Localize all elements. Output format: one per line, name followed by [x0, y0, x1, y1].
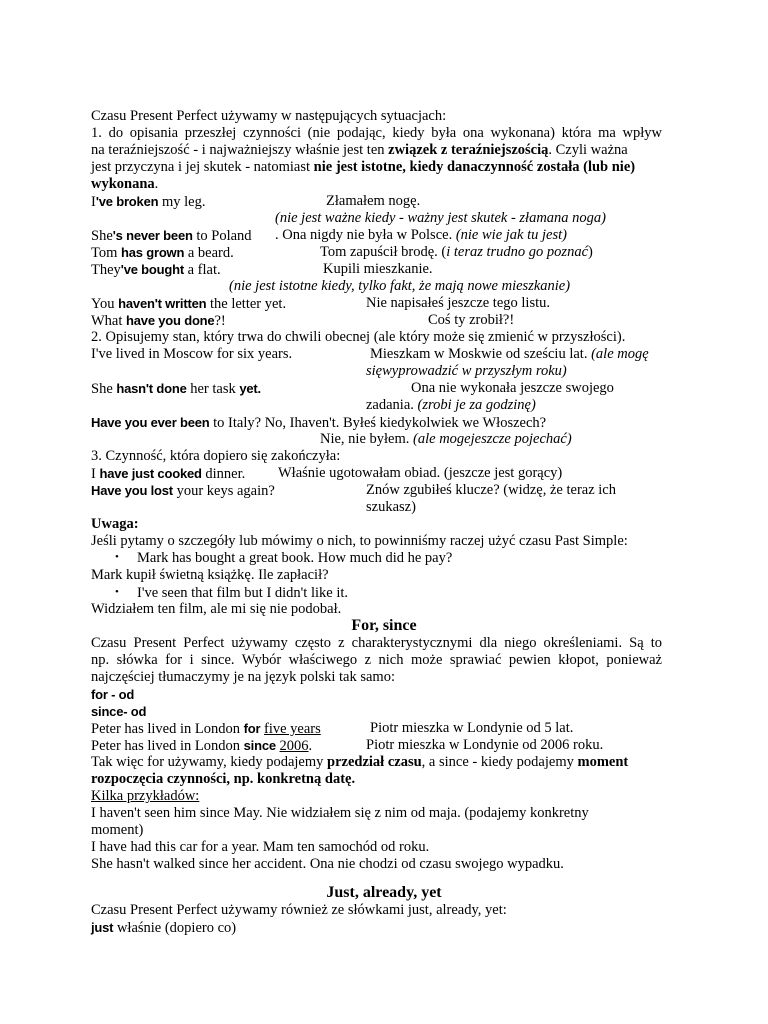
for-od: for - od	[91, 687, 135, 702]
example-italy: Have you ever been to Italy? No, Ihaven't. Byłeś kiedykolwiek we Włoszech?	[91, 415, 547, 431]
example-keys-pl-2: szukasz)	[366, 499, 416, 515]
example-moscow-note: sięwyprowadzić w przyszłym roku)	[366, 363, 567, 379]
example-car: I have had this car for a year. Mam ten samochód od roku.	[91, 839, 430, 855]
for-since-line-2: np. słówka for i since. Wybór właściwego z nich może sprawiać pewien kłopot, ponieważ	[91, 652, 662, 668]
point-3-line: 3. Czynność, która dopiero się zakończyła:	[91, 448, 341, 464]
examples-title: Kilka przykładów:	[91, 788, 200, 804]
bullet-icon: •	[115, 586, 119, 598]
uwaga-line-1: Jeśli pytamy o szczegóły lub mówimy o nich, to powinniśmy raczej użyć czasu Past Simple:	[91, 533, 628, 549]
example-task-pl: Ona nie wykonała jeszcze swojego	[411, 380, 614, 396]
example-since: Peter has lived in London since 2006.	[91, 738, 313, 754]
example-may-2: moment)	[91, 822, 144, 838]
example-never-been-pl: . Ona nigdy nie była w Polsce. (nie wie jak tu jest)	[275, 227, 567, 243]
point-2-line: 2. Opisujemy stan, który trwa do chwili obecnej (ale który może się zmienić w przyszłości).	[91, 329, 626, 345]
example-grown-beard: Tom has grown a beard.	[91, 245, 234, 261]
intro-line-5: wykonana.	[91, 176, 159, 192]
for-since-line-3: najczęściej tłumaczymy je na język polski tak samo:	[91, 669, 395, 685]
example-broken-leg-note: (nie jest ważne kiedy - ważny jest skutek - złamana noga)	[275, 210, 607, 226]
heading-just-already-yet: Just, already, yet	[326, 884, 442, 901]
for-since-line-1: Czasu Present Perfect używamy często z charakterystycznymi dla niego określeniami. Są to	[91, 635, 662, 651]
example-what-done-pl: Coś ty zrobił?!	[428, 312, 515, 328]
example-moscow-pl: Mieszkam w Moskwie od sześciu lat. (ale mogę	[370, 346, 649, 362]
for-since-rule-1: Tak więc for używamy, kiedy podajemy przedział czasu, a since - kiedy podajemy moment	[91, 754, 629, 770]
example-keys: Have you lost your keys again?	[91, 483, 275, 499]
heading-for-since: For, since	[351, 617, 417, 634]
example-cooked: I have just cooked dinner.	[91, 466, 246, 482]
uwaga-line-2: Mark kupił świetną książkę. Ile zapłacił?	[91, 567, 329, 583]
example-bought-flat-pl: Kupili mieszkanie.	[323, 261, 433, 277]
example-task: She hasn't done her task yet.	[91, 381, 261, 397]
example-keys-pl: Znów zgubiłeś klucze? (widzę, że teraz ich	[366, 482, 616, 498]
example-accident: She hasn't walked since her accident. Ona nie chodzi od czasu swojego wypadku.	[91, 856, 564, 872]
intro-line-4: jest przyczyna i jej skutek - natomiast nie jest istotne, kiedy danaczynność została (lub nie)	[91, 159, 636, 175]
example-for-pl: Piotr mieszka w Londynie od 5 lat.	[370, 720, 574, 736]
example-bought-flat: They've bought a flat.	[91, 262, 221, 278]
example-task-note: zadania. (zrobi je za godzinę)	[366, 397, 536, 413]
example-never-been: She's never been to Poland	[91, 228, 252, 244]
example-letter: You haven't written the letter yet.	[91, 296, 287, 312]
uwaga-line-3: Widziałem ten film, ale mi się nie podobał.	[91, 601, 342, 617]
example-broken-leg: I've broken my leg.	[91, 194, 206, 210]
example-for: Peter has lived in London for five years	[91, 721, 321, 737]
intro-line-1: Czasu Present Perfect używamy w następujących sytuacjach:	[91, 108, 447, 124]
example-bought-flat-note: (nie jest istotne kiedy, tylko fakt, że mają nowe mieszkanie)	[229, 278, 571, 294]
example-what-done: What have you done?!	[91, 313, 226, 329]
example-may: I haven't seen him since May. Nie widziałem się z nim od maja. (podajemy konkretny	[91, 805, 589, 821]
just-line-1: Czasu Present Perfect używamy również ze słówkami just, already, yet:	[91, 902, 507, 918]
just-line-2: just właśnie (dopiero co)	[91, 920, 237, 936]
example-cooked-pl: Właśnie ugotowałam obiad. (jeszcze jest gorący)	[278, 465, 563, 481]
example-grown-beard-pl: Tom zapuścił brodę. (i teraz trudno go poznać)	[320, 244, 593, 260]
intro-line-3: na teraźniejszość - i najważniejszy właśnie jest ten związek z teraźniejszością. Czyli ważna	[91, 142, 628, 158]
bullet-icon: •	[115, 551, 119, 563]
since-od: since- od	[91, 704, 147, 719]
example-letter-pl: Nie napisałeś jeszcze tego listu.	[366, 295, 551, 311]
for-since-rule-2: rozpoczęcia czynności, np. konkretną datę.	[91, 771, 356, 787]
example-moscow: I've lived in Moscow for six years.	[91, 346, 293, 362]
uwaga-title: Uwaga:	[91, 516, 139, 532]
example-italy-answer: Nie, nie byłem. (ale mogejeszcze pojechać)	[320, 431, 572, 447]
uwaga-bullet-1: Mark has bought a great book. How much did he pay?	[137, 550, 453, 566]
example-since-pl: Piotr mieszka w Londynie od 2006 roku.	[366, 737, 604, 753]
example-broken-leg-pl: Złamałem nogę.	[326, 193, 421, 209]
uwaga-bullet-2: I've seen that film but I didn't like it.	[137, 585, 349, 601]
intro-line-2: 1. do opisania przeszłej czynności (nie podając, kiedy była ona wykonana) która ma wpływ	[91, 125, 662, 141]
